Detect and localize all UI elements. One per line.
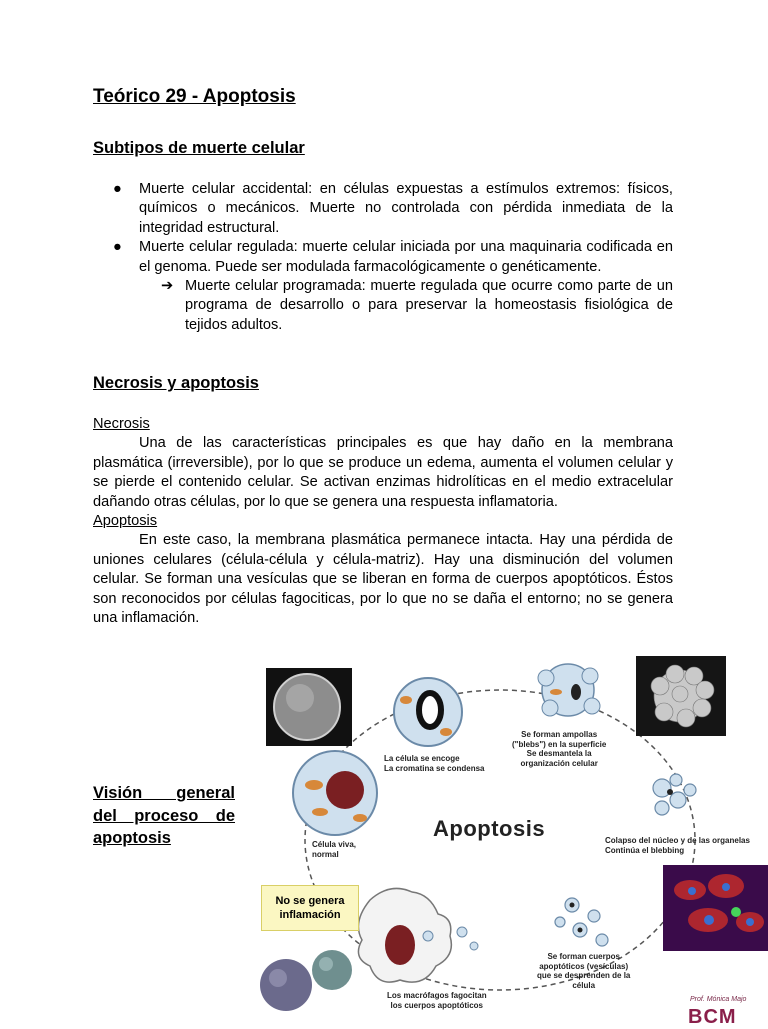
- list-item: [93, 180, 673, 238]
- bullet-text-accidental: Muerte celular accidental: en células expuestas a estímulos extremos: físicos, químicos o mecánicos. Muerte no controlada con pérdida inmediata de la integridad estructural.: [139, 181, 673, 236]
- collapsing-cell-illustration: [653, 774, 696, 815]
- apoptosis-label: Apoptosis: [93, 513, 158, 530]
- section-heading-necrosis-apoptosis: Necrosis y apoptosis: [93, 374, 259, 392]
- figure-title: Apoptosis: [433, 816, 546, 841]
- label-macrophage: Los macrófagos fagocitan los cuerpos apoptóticos: [387, 991, 487, 1010]
- label-apoptotic-bodies: Se forman cuerpos apoptóticos (vesículas) que se desprenden de la célula: [537, 952, 631, 990]
- label-shrink: La célula se encoge La cromatina se condensa: [384, 754, 485, 773]
- caption-line: Visión general: [93, 784, 235, 802]
- subbullet-text-programada: Muerte celular programada: muerte regulada que ocurre como parte de un programa de desarrollo o para preservar la homeostasis fisiológica de tejidos adultos.: [185, 278, 673, 333]
- blebbing-cell-illustration: [538, 664, 600, 716]
- section-heading-subtipos: Subtipos de muerte celular: [93, 139, 305, 157]
- no-inflammation-note: [261, 885, 359, 931]
- page-title: Teórico 29 - Apoptosis: [93, 86, 296, 107]
- subtypes-list: [93, 180, 673, 335]
- apoptosis-paragraph: En este caso, la membrana plasmática permanece intacta. Hay una pérdida de uniones celulares (célula-célula y célula-matriz). Hay una disminución del volumen celular. Se forman una vesículas que se liberan en forma de cuerpos apoptóticos. Éstos son reconocidos por células fagociticas, por lo que no se daña el entorno; no se genera una inflamación.: [93, 532, 673, 627]
- necrosis-label: Necrosis: [93, 416, 150, 432]
- caption-line: apoptosis: [93, 829, 171, 847]
- bullet-text-regulada: Muerte celular regulada: muerte celular iniciada por una maquinaria codificada en el genoma. Puede ser modulada farmacológicamente o genéticamente.: [139, 239, 673, 275]
- caption-line: del proceso de: [93, 806, 235, 825]
- figure-caption-heading: [93, 782, 235, 850]
- label-normal-cell: Célula viva, normal: [312, 840, 357, 859]
- shrinking-cell-illustration: [394, 678, 462, 746]
- macrophage-illustration: [358, 888, 478, 982]
- necrosis-apoptosis-body: [93, 415, 673, 628]
- necrosis-paragraph: Una de las características principales es que hay daño en la membrana plasmática (irreversible), por lo que se produce un edema, aumenta el volumen celular y se pierde el contenido celular. Se activan enzimas hidrolíticas en el medio extracelular dañando otras células, por lo que se genera una respuesta inflamatoria.: [93, 435, 673, 510]
- cell-3d-model-image: [260, 950, 352, 1011]
- no-inflammation-text: No se genera inflamación: [275, 895, 345, 921]
- bullet-icon: ●: [113, 181, 122, 197]
- bullet-icon: ●: [113, 239, 122, 256]
- arrow-icon: ➔: [161, 278, 174, 295]
- normal-cell-illustration: [293, 751, 377, 835]
- list-item: [93, 238, 673, 277]
- label-blebs: Se forman ampollas ("blebs") en la superficie Se desmantela la organización celular: [512, 730, 607, 768]
- label-collapse: Colapso del núcleo y de las organelas Continúa el blebbing: [605, 836, 750, 855]
- logo: BCM: [688, 1006, 737, 1028]
- apoptosis-figure: [250, 650, 768, 1024]
- apoptotic-bodies-illustration: [555, 898, 608, 946]
- author-credit: Prof. Mónica Majo: [690, 996, 747, 1003]
- list-subitem: [93, 277, 673, 335]
